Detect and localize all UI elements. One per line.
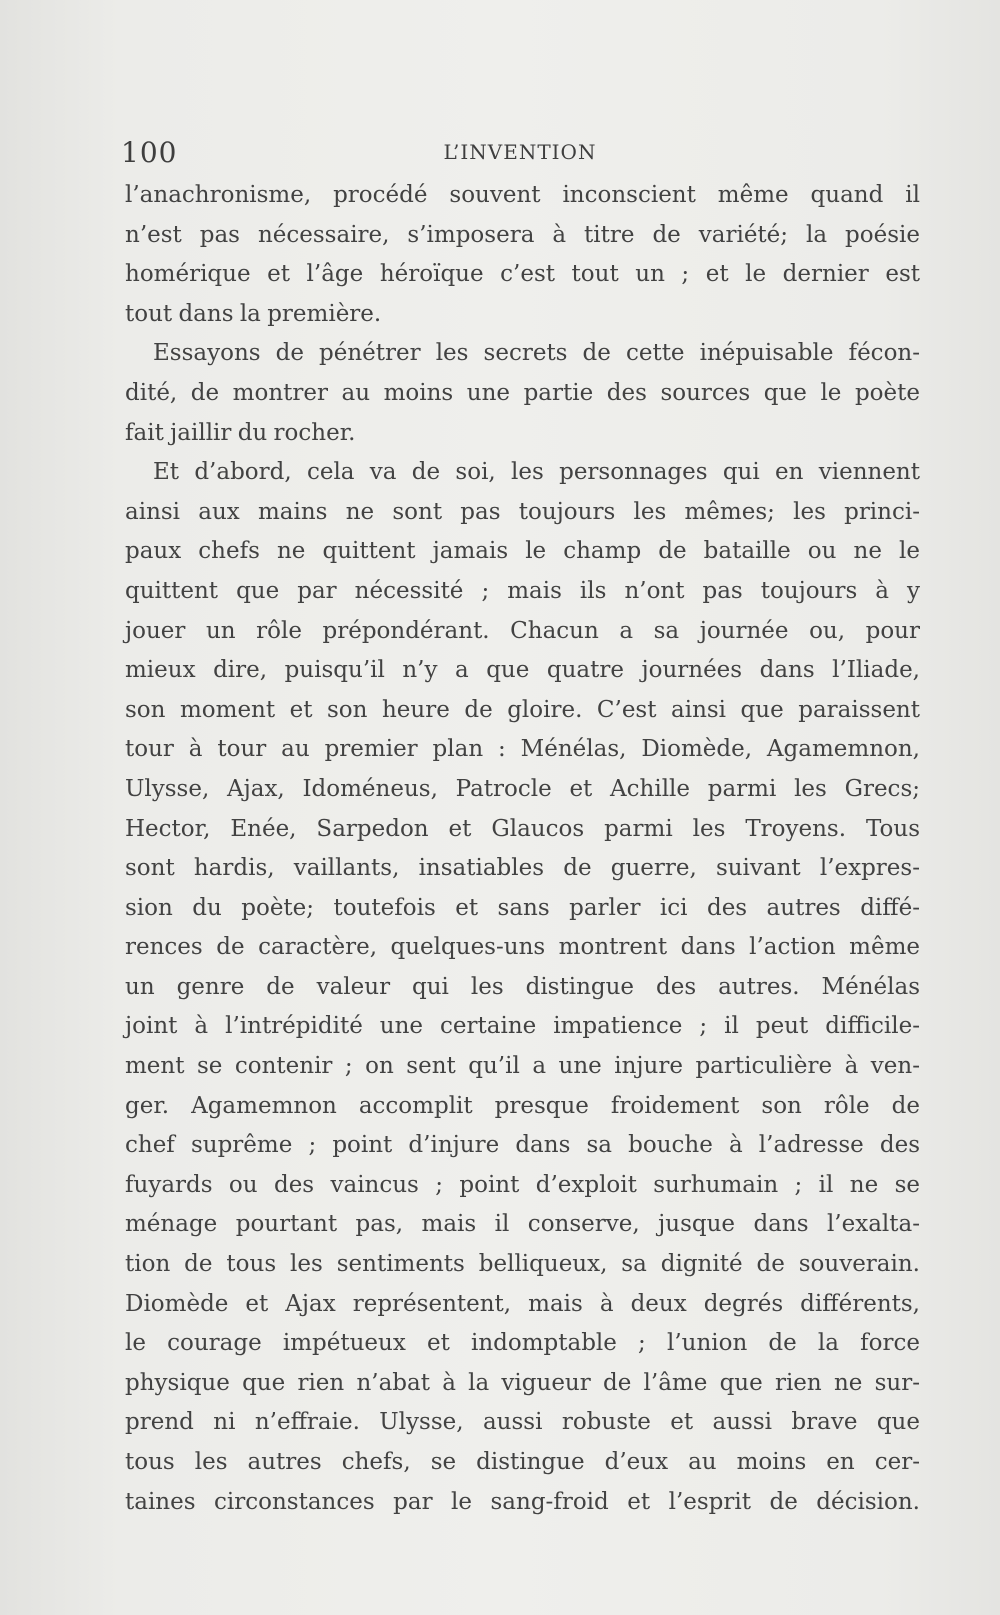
text-line: paux chefs ne quittent jamais le champ de bataille ou ne le — [125, 538, 920, 565]
text-line: ger. Agamemnon accomplit presque froidement son rôle de — [125, 1092, 920, 1119]
text-line: un genre de valeur qui les distingue des autres. Ménélas — [125, 973, 920, 1000]
text-line: tous les autres chefs, se distingue d’eux au moins en cer- — [125, 1449, 920, 1475]
text-line: tour à tour au premier plan : Ménélas, Diomède, Agamemnon, — [125, 736, 920, 763]
running-title: L’INVENTION — [443, 140, 597, 164]
text-line: l’anachronisme, procédé souvent inconscient même quand il — [125, 182, 920, 208]
text-line: jouer un rôle prépondérant. Chacun a sa journée ou, pour — [125, 617, 920, 644]
text-line: Diomède et Ajax représentent, mais à deux degrés différents, — [125, 1290, 920, 1317]
text-line: sont hardis, vaillants, insatiables de guerre, suivant l’expres- — [125, 855, 920, 882]
text-line: tion de tous les sentiments belliqueux, sa dignité de souverain. — [125, 1251, 920, 1278]
text-line: le courage impétueux et indomptable ; l’union de la force — [125, 1330, 920, 1357]
text-line: son moment et son heure de gloire. C’est ainsi que paraissent — [125, 696, 920, 723]
text-line: Hector, Enée, Sarpedon et Glaucos parmi les Troyens. Tous — [125, 815, 920, 842]
text-line: rences de caractère, quelques-uns montrent dans l’action même — [125, 934, 920, 961]
text-line: chef suprême ; point d’injure dans sa bouche à l’adresse des — [125, 1132, 920, 1159]
page-header — [121, 136, 919, 172]
text-line: ménage pourtant pas, mais il conserve, jusque dans l’exalta- — [125, 1211, 920, 1238]
text-line: taines circonstances par le sang-froid et l’esprit de décision. — [125, 1488, 920, 1515]
text-line: ment se contenir ; on sent qu’il a une injure particulière à ven- — [125, 1053, 920, 1080]
text-line: ainsi aux mains ne sont pas toujours les mêmes; les princi- — [125, 498, 920, 525]
text-line: tout dans la première. — [125, 300, 382, 327]
text-line: Essayons de pénétrer les secrets de cette inépuisable fécon- — [153, 340, 920, 367]
text-line: prend ni n’effraie. Ulysse, aussi robuste et aussi brave que — [125, 1409, 920, 1436]
text-line: joint à l’intrépidité une certaine impatience ; il peut difficile- — [125, 1013, 920, 1040]
text-line: physique que rien n’abat à la vigueur de l’âme que rien ne sur- — [125, 1369, 920, 1396]
text-line: fuyards ou des vaincus ; point d’exploit surhumain ; il ne se — [125, 1171, 920, 1198]
text-line: sion du poète; toutefois et sans parler ici des autres diffé- — [125, 894, 920, 921]
text-line: quittent que par nécessité ; mais ils n’ont pas toujours à y — [125, 577, 920, 604]
text-line: homérique et l’âge héroïque c’est tout un ; et le dernier est — [125, 261, 920, 288]
page-number: 100 — [121, 136, 178, 169]
text-line: mieux dire, puisqu’il n’y a que quatre journées dans l’Iliade, — [125, 657, 920, 684]
text-line: dité, de montrer au moins une partie des sources que le poète — [125, 379, 920, 406]
text-line: Et d’abord, cela va de soi, les personnages qui en viennent — [153, 459, 920, 486]
text-line: fait jaillir du rocher. — [125, 419, 356, 446]
text-line: n’est pas nécessaire, s’imposera à titre de variété; la poésie — [125, 221, 920, 248]
body-text — [125, 176, 920, 1522]
text-line: Ulysse, Ajax, Idoméneus, Patrocle et Achille parmi les Grecs; — [125, 775, 920, 802]
